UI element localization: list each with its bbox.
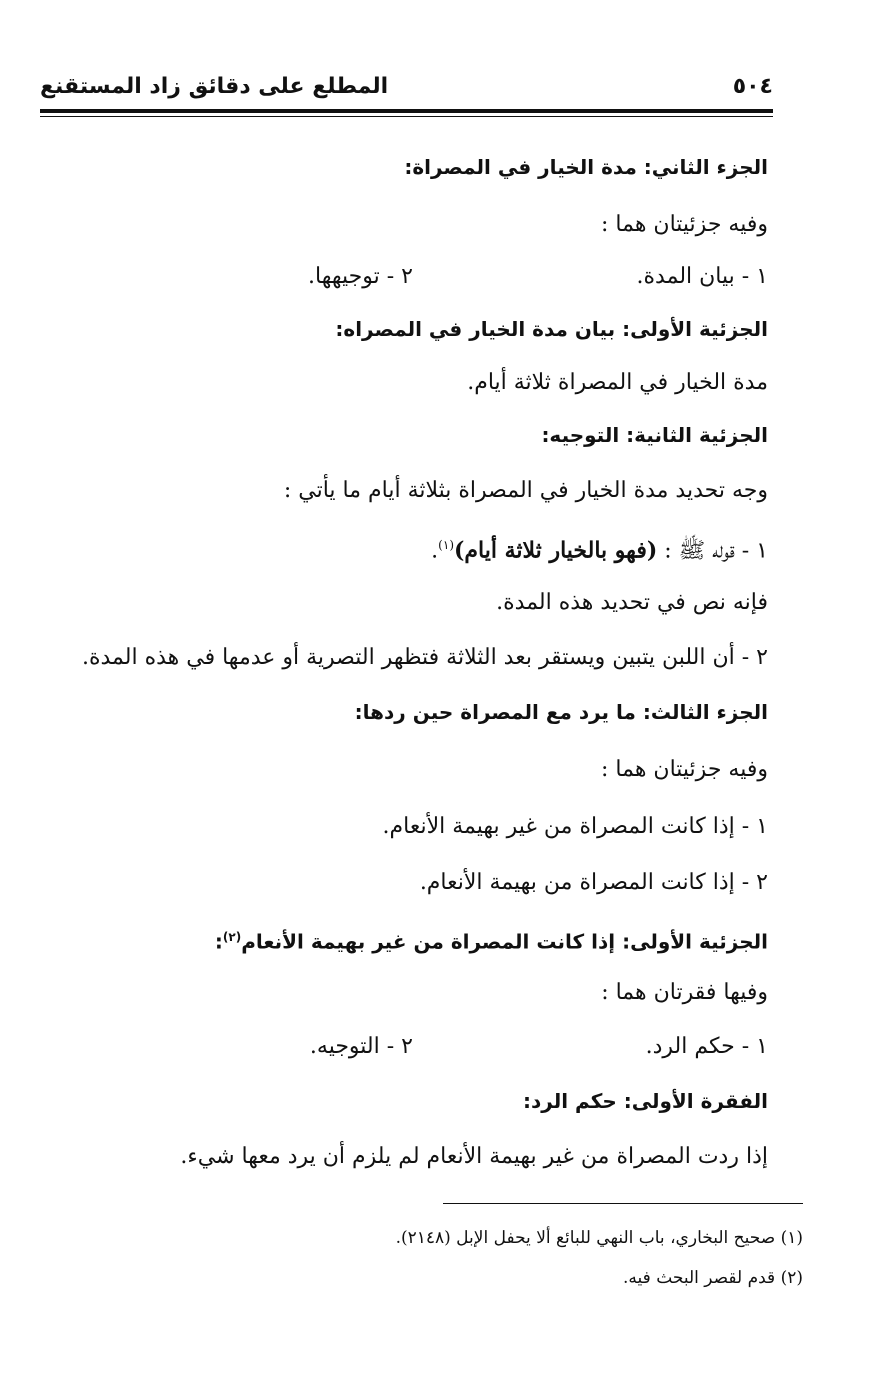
paragraph-text-explicit: فإنه نص في تحديد هذه المدة.	[496, 590, 768, 615]
heading-part-two: الجزء الثاني: مدة الخيار في المصراة:	[404, 155, 768, 179]
paragraph-reason-intro: وجه تحديد مدة الخيار في المصراة بثلاثة أيام ما يأتي :	[283, 478, 768, 503]
heading-part-three-subpart-one-text: الجزئية الأولى: إذا كانت المصراة من غير بهيمة الأنعام	[241, 929, 768, 954]
footnote-1: (١) صحيح البخاري، باب النهي للبائع ألا يحفل الإبل (٢١٤٨).	[395, 1228, 803, 1248]
heading-colon: :	[214, 929, 223, 954]
paragraph-duration: مدة الخيار في المصراة ثلاثة أيام.	[467, 370, 768, 395]
paragraph-two-subparts: وفيه جزئيتان هما :	[601, 212, 768, 237]
hadith-quote: (فهو بالخيار ثلاثة أيام)	[454, 537, 658, 564]
header-rule-thick	[40, 109, 773, 113]
running-title: المطلع على دقائق زاد المستقنع	[40, 74, 389, 99]
page-header	[40, 74, 773, 110]
heading-subpart-two: الجزئية الثانية: التوجيه:	[541, 423, 768, 447]
list-item-justification: ٢ - توجيهها.	[308, 264, 413, 289]
header-rule-thin	[40, 116, 773, 117]
reason-one-line	[90, 530, 768, 566]
heading-part-three: الجزء الثالث: ما يرد مع المصراة حين ردها:	[354, 700, 768, 724]
page-number: ٥٠٤	[732, 74, 773, 99]
case-one-line: ١ - إذا كانت المصراة من غير بهيمة الأنعام.	[382, 814, 768, 839]
case-two-line: ٢ - إذا كانت المصراة من بهيمة الأنعام.	[419, 870, 768, 895]
paragraph-two-paragraphs: وفيها فقرتان هما :	[601, 980, 768, 1005]
reason-one-end: .	[431, 538, 439, 564]
reason-one-prefix: ١ - قوله ﷺ :	[664, 538, 768, 564]
heading-part-three-subpart-one	[90, 922, 768, 957]
footnote-marker-2: (٢)	[222, 930, 242, 944]
list-item-ruling: ١ - حكم الرد.	[645, 1034, 768, 1059]
reason-two-line: ٢ - أن اللبن يتبين ويستقر بعد الثلاثة فتظهر التصرية أو عدمها في هذه المدة.	[81, 645, 768, 670]
footnote-separator	[443, 1203, 803, 1204]
footnote-2: (٢) قدم لقصر البحث فيه.	[623, 1268, 803, 1288]
heading-paragraph-one: الفقرة الأولى: حكم الرد:	[522, 1089, 768, 1113]
footnote-marker-1: (١)	[438, 538, 454, 552]
paragraph-ruling: إذا ردت المصراة من غير بهيمة الأنعام لم يلزم أن يرد معها شيء.	[180, 1144, 768, 1169]
paragraph-two-subparts-2: وفيه جزئيتان هما :	[601, 757, 768, 782]
heading-subpart-one: الجزئية الأولى: بيان مدة الخيار في المصراه:	[335, 317, 768, 341]
list-item-duration: ١ - بيان المدة.	[636, 264, 768, 289]
list-item-justification-2: ٢ - التوجيه.	[309, 1034, 413, 1059]
